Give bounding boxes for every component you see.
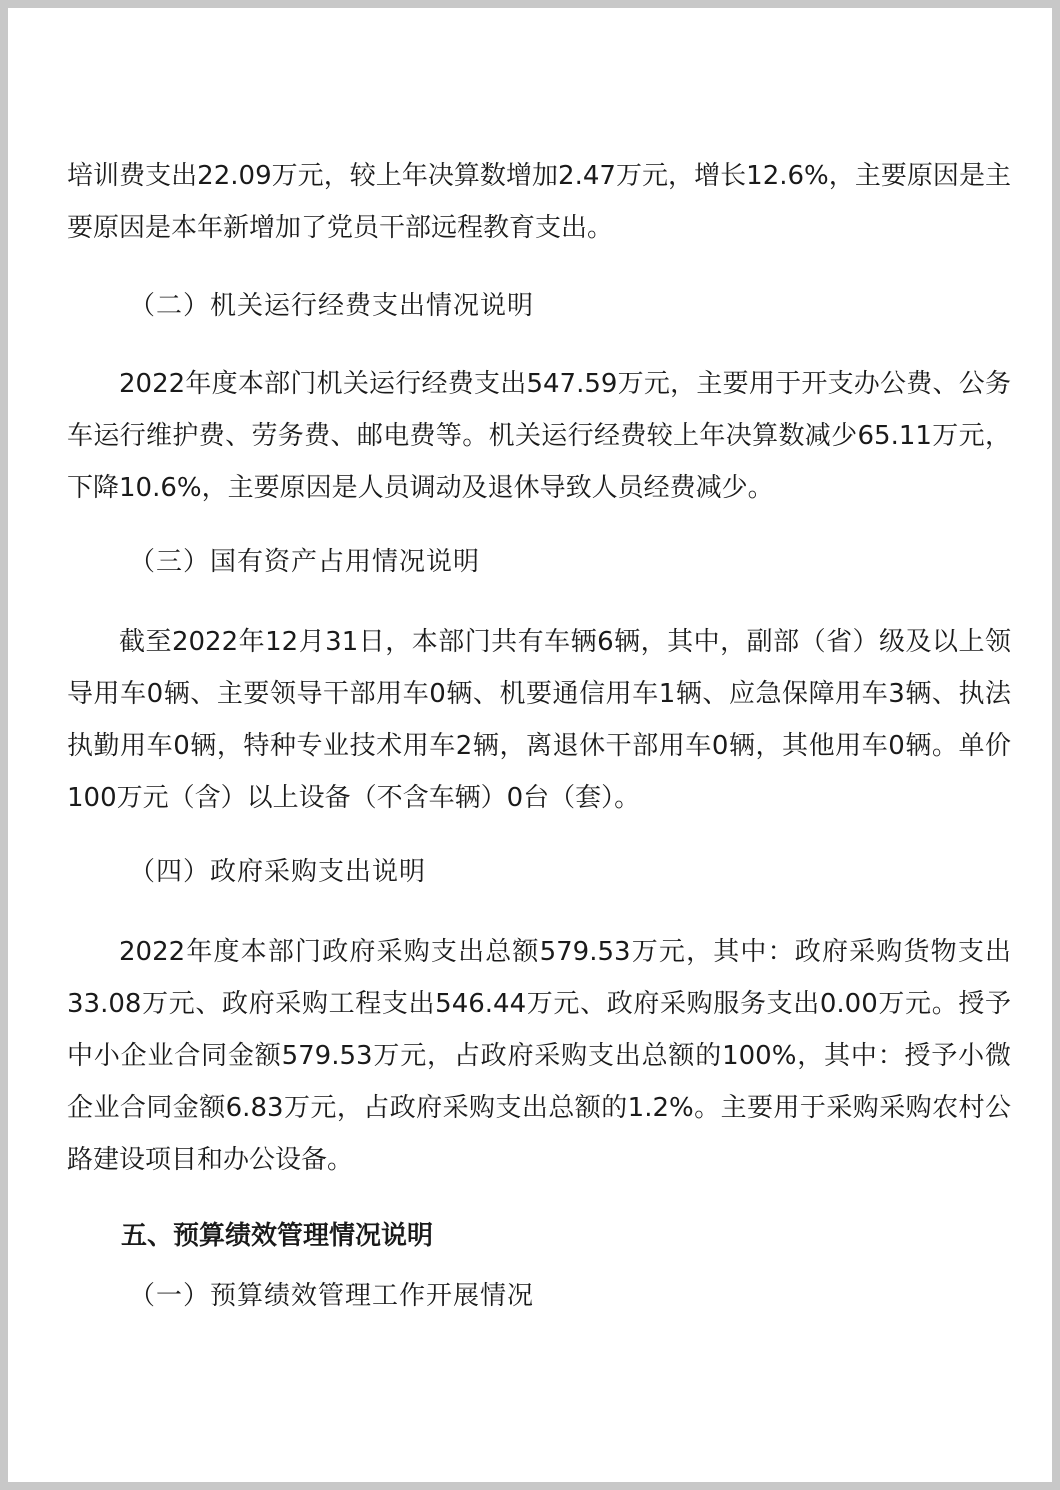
subheading-government-procurement: （四）政府采购支出说明 [129, 857, 427, 887]
document-page [8, 8, 1052, 1482]
subheading-state-assets: （三）国有资产占用情况说明 [129, 547, 481, 577]
subheading-performance-work: （一）预算绩效管理工作开展情况 [129, 1281, 535, 1311]
subheading-office-operating-expense: （二）机关运行经费支出情况说明 [129, 291, 535, 321]
paragraph-office-operating-expense: 2022年度本部门机关运行经费支出547.59万元，主要用于开支办公费、公务车运行维护费、劳务费、邮电费等。机关运行经费较上年决算数减少65.11万元，下降10.6%，主要原因是人员调动及退休导致人员经费减少。 [67, 369, 1011, 503]
section-heading-budget-performance: 五、预算绩效管理情况说明 [121, 1221, 434, 1251]
paragraph-government-procurement: 2022年度本部门政府采购支出总额579.53万元，其中：政府采购货物支出33.08万元、政府采购工程支出546.44万元、政府采购服务支出0.00万元。授予中小企业合同金额579.53万元，占政府采购支出总额的100%，其中：授予小微企业合同金额6.83万元，占政府采购支出总额的1.2%。主要用于采购采购农村公路建设项目和办公设备。 [67, 937, 1011, 1175]
paragraph-state-assets: 截至2022年12月31日，本部门共有车辆6辆，其中，副部（省）级及以上领导用车0辆、主要领导干部用车0辆、机要通信用车1辆、应急保障用车3辆、执法执勤用车0辆，特种专业技术用车2辆，离退休干部用车0辆，其他用车0辆。单价100万元（含）以上设备（不含车辆）0台（套）。 [67, 627, 1011, 813]
paragraph-training-expense: 培训费支出22.09万元，较上年决算数增加2.47万元，增长12.6%，主要原因是主要原因是本年新增加了党员干部远程教育支出。 [67, 161, 1011, 243]
